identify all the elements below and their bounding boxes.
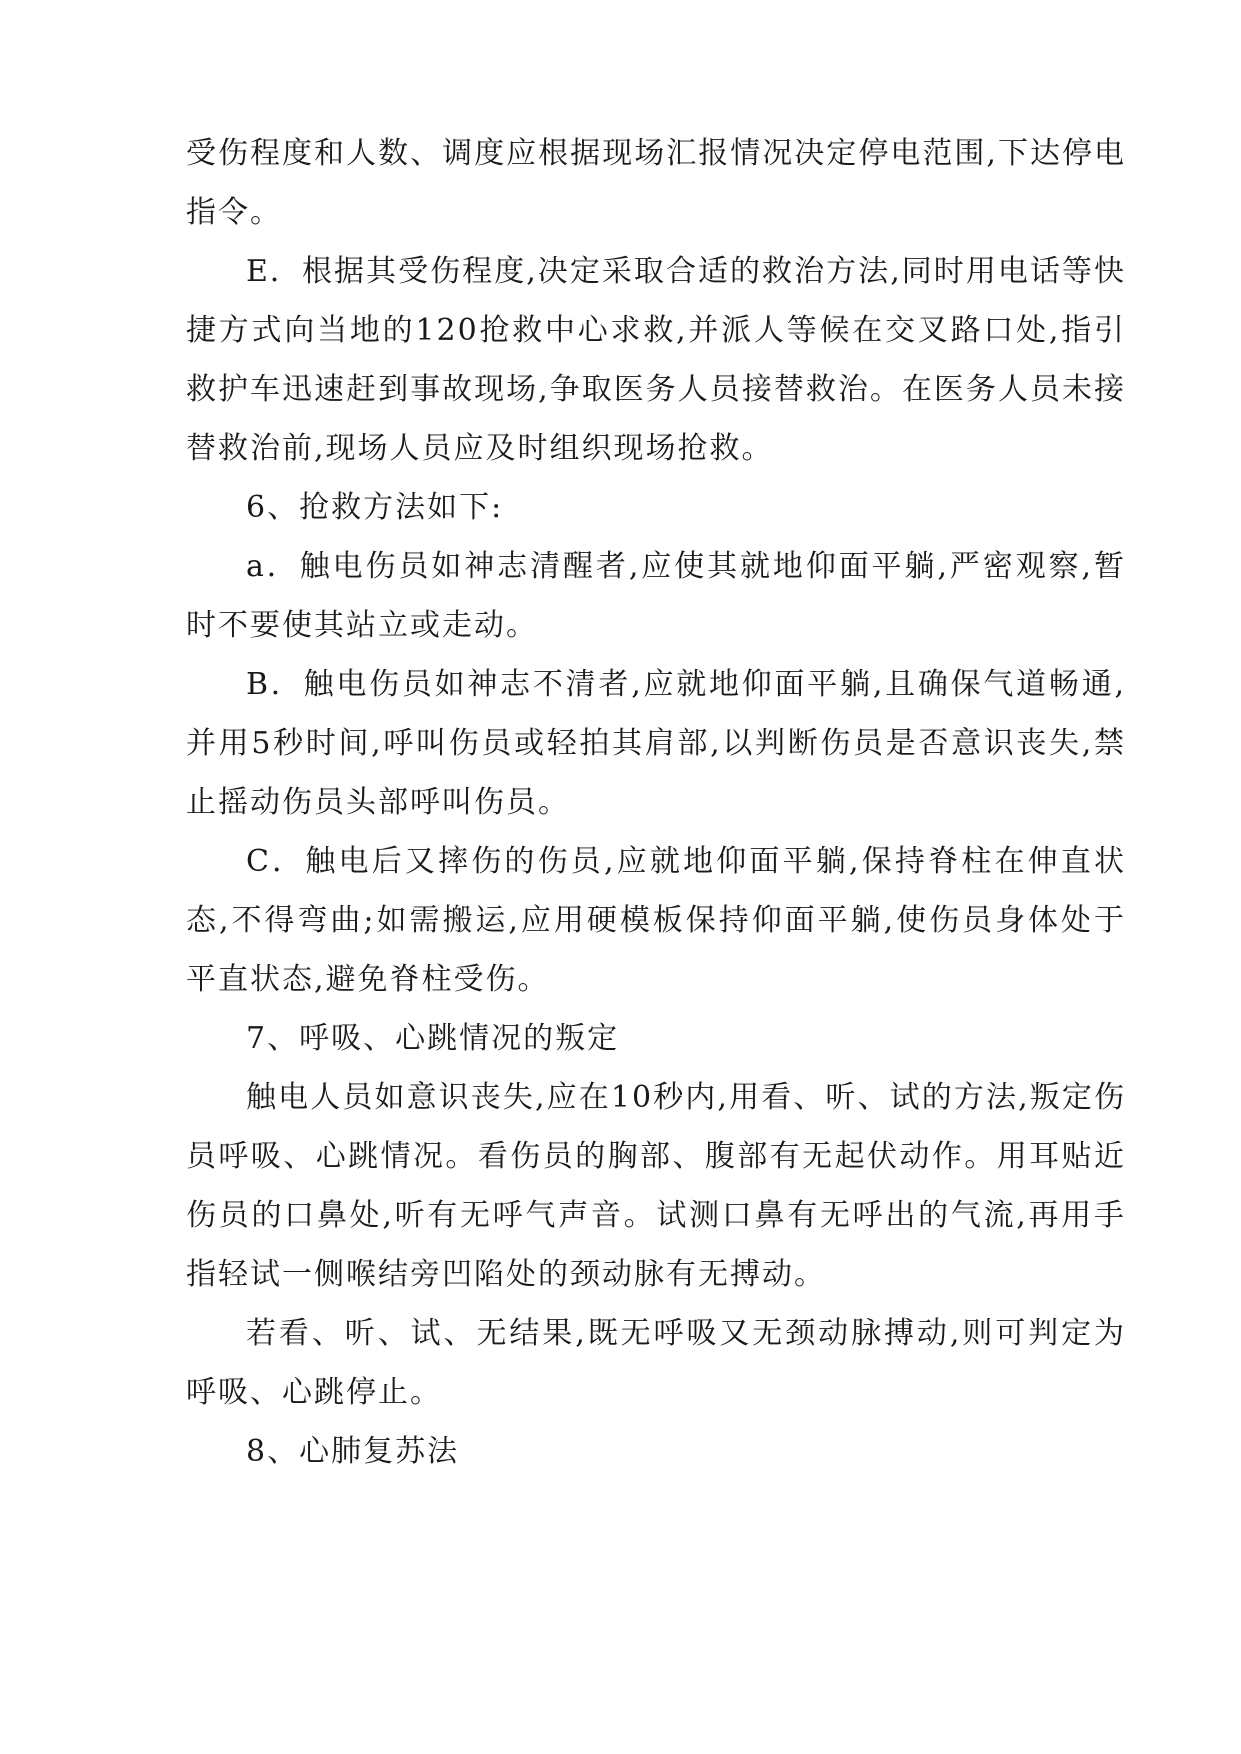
paragraph-no-result: 若看、听、试、无结果,既无呼吸又无颈动脉搏动,则可判定为呼吸、心跳停止。	[186, 1316, 1126, 1410]
paragraph-c-fall-injury: C．触电后又摔伤的伤员,应就地仰面平躺,保持脊柱在伸直状态,不得弯曲;如需搬运,应用硬模板保持仰面平躺,使伤员身体处于平直状态,避免脊柱受伤。	[186, 844, 1126, 997]
paragraph-a-conscious: a．触电伤员如神志清醒者,应使其就地仰面平躺,严密观察,暂时不要使其站立或走动。	[186, 549, 1126, 643]
paragraph-b-unconscious: B．触电伤员如神志不清者,应就地仰面平躺,且确保气道畅通,并用5秒时间,呼叫伤员或轻拍其肩部,以判断伤员是否意识丧失,禁止摇动伤员头部呼叫伤员。	[186, 667, 1126, 820]
paragraph-look-listen-feel: 触电人员如意识丧失,应在10秒内,用看、听、试的方法,叛定伤员呼吸、心跳情况。看伤员的胸部、腹部有无起伏动作。用耳贴近伤员的口鼻处,听有无呼气声音。试测口鼻有无呼出的气流,再用手指轻试一侧喉结旁凹陷处的颈动脉有无搏动。	[186, 1080, 1126, 1292]
heading-rescue-methods: 6、抢救方法如下:	[246, 490, 504, 525]
heading-breathing-heartbeat: 7、呼吸、心跳情况的叛定	[246, 1021, 620, 1056]
document-body	[186, 124, 1126, 1481]
heading-cpr: 8、心肺复苏法	[246, 1434, 460, 1469]
paragraph-stop-power-order: 受伤程度和人数、调度应根据现场汇报情况决定停电范围,下达停电指令。	[186, 136, 1126, 230]
paragraph-e-treatment: E．根据其受伤程度,决定采取合适的救治方法,同时用电话等快捷方式向当地的120抢救中心求救,并派人等候在交叉路口处,指引救护车迅速赶到事故现场,争取医务人员接替救治。在医务人员未接替救治前,现场人员应及时组织现场抢救。	[186, 254, 1126, 466]
